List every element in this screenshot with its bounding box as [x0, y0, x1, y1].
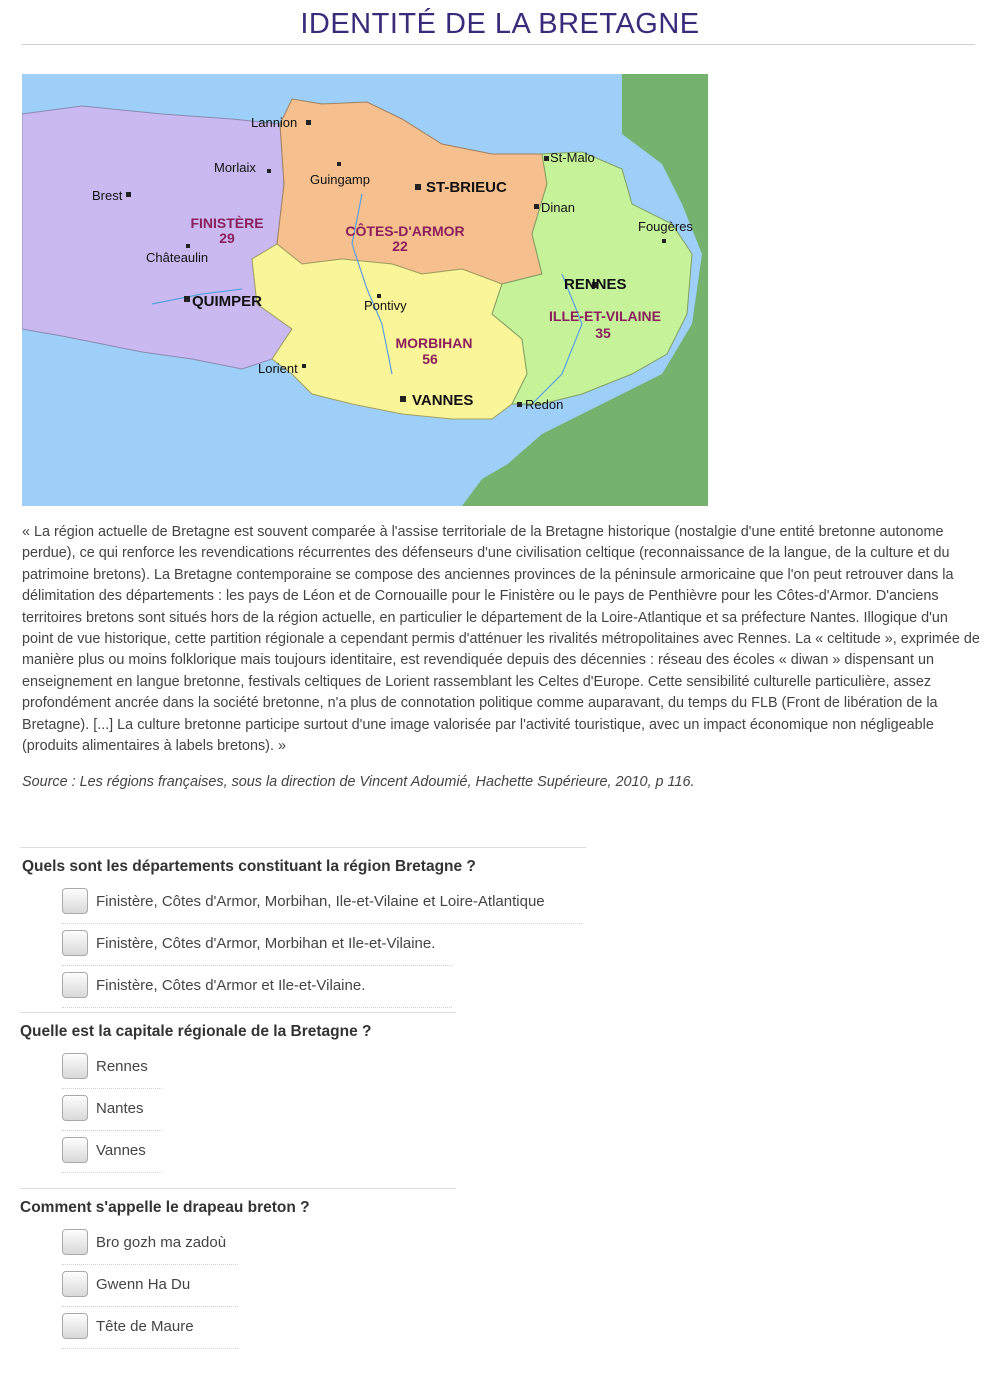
option-label: Bro gozh ma zadoù [96, 1234, 227, 1251]
option-label: Vannes [96, 1142, 146, 1159]
question-divider [20, 847, 586, 848]
checkbox[interactable] [62, 1313, 88, 1339]
map-city-lannion: Lannion [251, 115, 298, 130]
question-2-option-2[interactable] [62, 1091, 162, 1131]
option-label: Finistère, Côtes d'Armor et Ile-et-Vilaine. [96, 977, 366, 994]
brittany-map [22, 74, 708, 506]
map-city-pontivy: Pontivy [364, 298, 407, 313]
map-dept-finistere-number: 29 [219, 230, 235, 246]
checkbox[interactable] [62, 1137, 88, 1163]
checkbox[interactable] [62, 1271, 88, 1297]
quote-paragraph: « La région actuelle de Bretagne est souvent comparée à l'assise territoriale de la Bretagne historique (nostalgie d'une entité bretonne autonome perdue), ce qui renforce les revendications récurrentes des défenseurs d'une civilisation celtique (reconnaissance de la langue, de la culture et du patrimoine bretons). La Bretagne contemporaine se compose des anciennes provinces de la péninsule armoricaine que l'on peut retrouver dans la délimitation des départements : les pays de Léon et de Cornouaille pour le Finistère ou le pays de Penthièvre pour les Côtes-d'Armor. D'anciens territoires bretons sont situés hors de la région actuelle, en particulier le département de la Loire-Atlantique et sa préfecture Nantes. Illogique d'un point de vue historique, cette partition régionale a cependant permis d'atténuer les rivalités métropolitaines avec Rennes. La « celtitude », exprimée de manière plus ou moins folklorique mais toujours identitaire, est revendiquée depuis des décennies : réseau des écoles « diwan » dispensant un enseignement en langue bretonne, festivals celtiques de Lorient rassemblant les Celtes d'Europe. Cette sensibilité culturelle particulière, assez profondément ancrée dans la société bretonne, n'a plus de connotation politique comme auparavant, du temps du FLB (Front de libération de la Bretagne). [...] La culture bretonne participe surtout d'une image valorisée par l'activité touristique, avec un impact économique non négligeable (produits alimentaires à labels bretons). » [22, 524, 980, 755]
question-3-text: Comment s'appelle le drapeau breton ? [20, 1199, 310, 1216]
question-divider [20, 1012, 456, 1013]
question-1-text: Quels sont les départements constituant la région Bretagne ? [22, 858, 476, 875]
option-divider [62, 1348, 238, 1349]
question-2-option-3[interactable] [62, 1133, 162, 1173]
option-divider [62, 923, 582, 924]
question-3-option-2[interactable] [62, 1267, 238, 1307]
map-city-morlaix: Morlaix [214, 160, 256, 175]
checkbox[interactable] [62, 888, 88, 914]
checkbox[interactable] [62, 1095, 88, 1121]
question-1-option-3[interactable] [62, 968, 452, 1008]
map-city-brest: Brest [92, 188, 123, 203]
page-title: IDENTITÉ DE LA BRETAGNE [300, 8, 700, 40]
map-city-quimper: QUIMPER [192, 293, 263, 310]
map-dept-morbihan-number: 56 [422, 351, 438, 367]
map-city-redon: Redon [525, 397, 564, 412]
option-label: Nantes [96, 1100, 144, 1117]
finistere-area [22, 106, 292, 369]
question-divider [20, 1188, 456, 1189]
map-city-rennes: RENNES [564, 276, 627, 293]
option-label: Tête de Maure [96, 1318, 194, 1335]
option-divider [62, 1172, 162, 1173]
option-divider [62, 1306, 238, 1307]
question-1-option-2[interactable] [62, 926, 452, 966]
option-label: Rennes [96, 1058, 148, 1075]
map-city-st-brieuc: ST-BRIEUC [426, 179, 507, 196]
map-city-guingamp: Guingamp [310, 172, 370, 187]
option-label: Finistère, Côtes d'Armor, Morbihan et Ile-et-Vilaine. [96, 935, 436, 952]
map-city-lorient: Lorient [258, 361, 298, 376]
title-divider [22, 44, 975, 45]
question-2-text: Quelle est la capitale régionale de la Bretagne ? [20, 1023, 372, 1040]
checkbox[interactable] [62, 972, 88, 998]
question-3-option-1[interactable] [62, 1225, 238, 1265]
question-3-option-3[interactable] [62, 1309, 238, 1349]
checkbox[interactable] [62, 1229, 88, 1255]
checkbox[interactable] [62, 930, 88, 956]
map-dept-morbihan-name: MORBIHAN [395, 335, 473, 351]
quote-source: Source : Les régions françaises, sous la direction de Vincent Adoumié, Hachette Supérieure, 2010, p 116. [22, 774, 695, 790]
map-city-chateaulin: Châteaulin [146, 250, 209, 265]
option-divider [62, 1130, 162, 1131]
map-city-vannes: VANNES [412, 392, 474, 409]
map-dept-cotes-armor-name: CÔTES-D'ARMOR [345, 223, 465, 239]
option-divider [62, 1088, 162, 1089]
option-divider [62, 1264, 238, 1265]
option-label: Gwenn Ha Du [96, 1276, 191, 1293]
option-divider [62, 965, 452, 966]
map-city-fougeres: Fougères [638, 219, 693, 234]
option-label: Finistère, Côtes d'Armor, Morbihan, Ile-et-Vilaine et Loire-Atlantique [96, 893, 545, 910]
checkbox[interactable] [62, 1053, 88, 1079]
map-dept-cotes-armor-number: 22 [392, 238, 408, 254]
map-city-dinan: Dinan [541, 200, 575, 215]
map-dept-ille-vilaine-name: ILLE-ET-VILAINE [549, 308, 661, 324]
option-divider [62, 1007, 452, 1008]
map-dept-finistere-name: FINISTÈRE [190, 215, 264, 231]
map-city-st-malo: St-Malo [550, 150, 595, 165]
map-dept-ille-vilaine-number: 35 [595, 325, 611, 341]
question-1-option-1[interactable] [62, 884, 582, 924]
question-2-option-1[interactable] [62, 1049, 162, 1089]
